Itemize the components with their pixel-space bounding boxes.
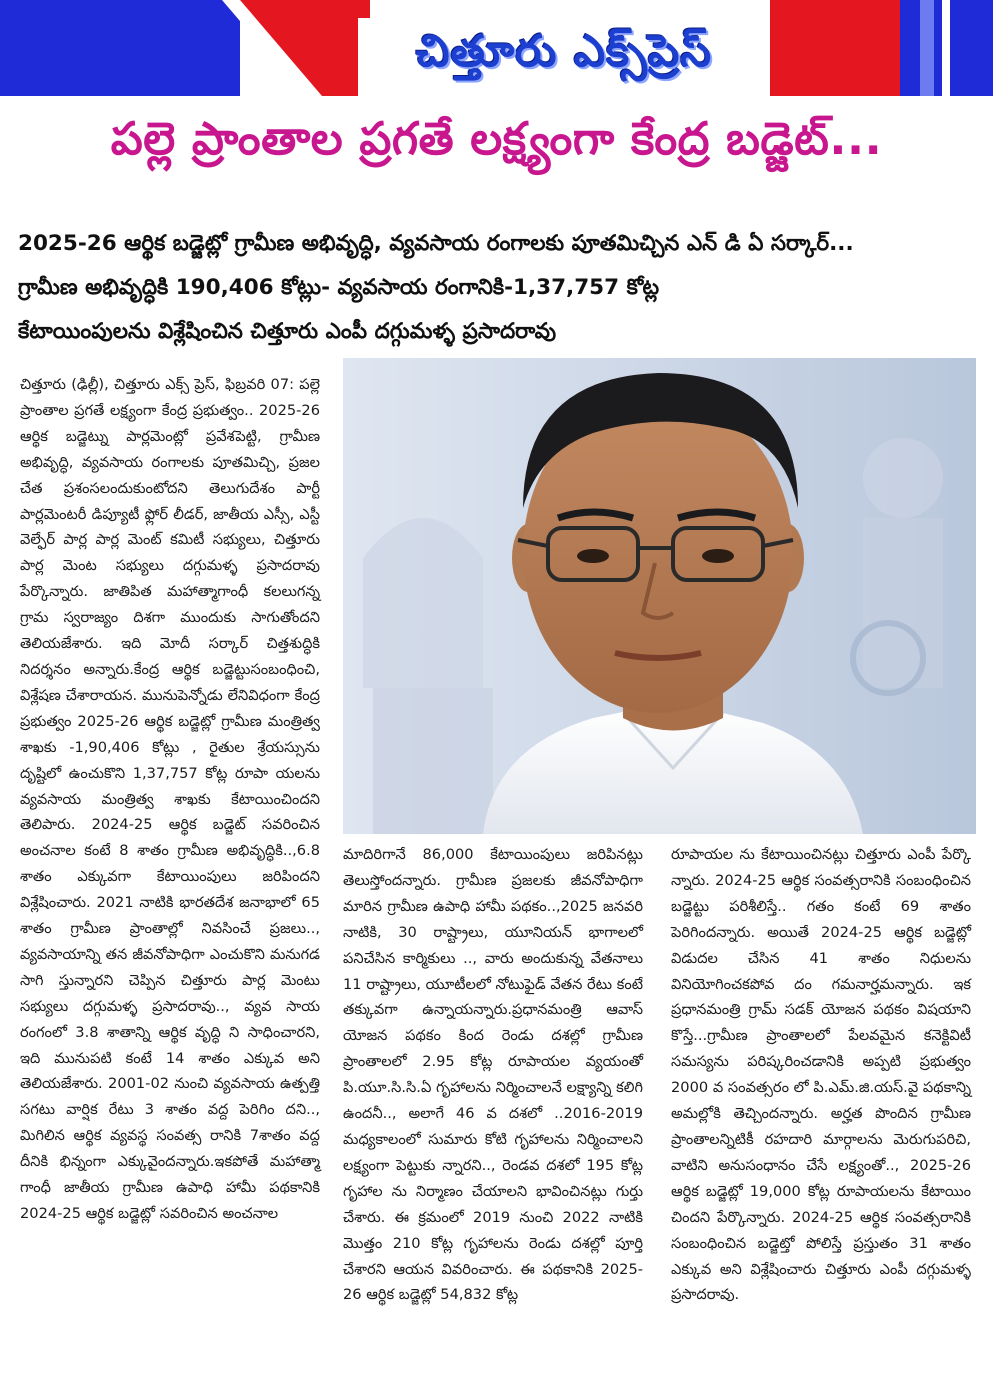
portrait-photo	[343, 358, 976, 834]
article-column-1: చిత్తూరు (ఢిల్లీ), చిత్తూరు ఎక్స్ ప్రెస్, ఫిబ్రవరి 07: పల్లె ప్రాంతాల ప్రగతే లక్ష్యంగా కేంద్ర ప్రభుత్వం.. 2025-26 ఆర్థిక బడ్జెట్ను పార్లమెంట్లో ప్రవేశపెట్టి, గ్రామీణ అభివృద్ధి, వ్యవసాయ రంగాలకు పూతమిచ్చి, ప్రజల చేత ప్రశంసలందుకుంటోదని తెలుగుదేశం పార్టీ పార్లమెంటరీ డిప్యూటీ ఫ్లోర్ లీడర్, జాతీయ ఎస్సీ, ఎస్టీ వెల్ఫేర్ పార్ల పార్ల మెంట్ కమిటీ సభ్యులు, చిత్తూరు పార్ల మెంట సభ్యులు దగ్గుమళ్ళ ప్రసాదరావు పేర్కొన్నారు. జాతిపిత మహాత్మాగాంధీ కలలుగన్న గ్రామ స్వరాజ్యం దిశగా ముందుకు సాగుతోందని తెలియజేశారు. ఇది మోదీ సర్కార్ చిత్తశుద్ధికి నిదర్శనం అన్నారు.కేంద్ర ఆర్థిక బడ్జెట్టుసంబంధించి, విశ్లేషణ చేశారాయన. మునుపెన్నోడు లేనివిధంగా కేంద్ర ప్రభుత్వం 2025-26 ఆర్థిక బడ్జెట్లో గ్రామీణ మంత్రిత్వ శాఖకు -1,90,406 కోట్లు , రైతుల శ్రేయస్సును దృష్టిలో ఉంచుకొని 1,37,757 కోట్ల రూపా యలను వ్యవసాయ మంత్రిత్వ శాఖకు కేటాయించిందని తెలిపారు. 2024-25 ఆర్థిక బడ్జెట్ సవరించిన అంచనాల కంటే 8 శాతం గ్రామీణ అభివృద్ధికి..,6.8 శాతం ఎక్కువగా కేటాయింపులు జరిపిందని విశ్లేషించారు. 2021 నాటికి భారతదేశ జనాభాలో 65 శాతం గ్రామీణ ప్రాంతాల్లో నివసించే ప్రజలు.., వ్యవసాయాన్ని తన జీవనోపాధిగా ఎంచుకొని మనుగడ సాగి స్తున్నారని చెప్పిన చిత్తూరు పార్ల మెంటు సభ్యులు దగ్గుమళ్ళ ప్రసాదరావు.., వ్యవ సాయ రంగంలో 3.8 శాతాన్ని ఆర్థిక వృద్ధి ని సాధించారని, ఇది మునుపటి కంటే 14 శాతం ఎక్కువ అని తెలియజేశారు. 2001-02 నుంచి వ్యవసాయ ఉత్పత్తి సగటు వార్షిక రేటు 3 శాతం వద్ద పెరిగిం దని.., మిగిలిన ఆర్థిక వ్యవస్థ సంవత్స రానికి 7శాతం వద్ద దీనికి భిన్నంగా ఎక్కువైందన్నారు.ఇకపోతే మహాత్మా గాంధీ జాతీయ గ్రామీణ ఉపాధి హామీ పథకానికి 2024-25 ఆర్థిక బడ్జెట్లో సవరించిన అంచనాల	[20, 376, 320, 1222]
headline: పల్లె ప్రాంతాల ప్రగతే లక్ష్యంగా కేంద్ర బడ్జెట్...	[110, 112, 883, 165]
subheadline-1: 2025-26 ఆర్థిక బడ్జెట్లో గ్రామీణ అభివృద్ధి, వ్యవసాయ రంగాలకు పూతమిచ్చిన ఎన్ డి ఏ సర్కార్...	[18, 231, 854, 256]
subheadline-block	[18, 222, 978, 354]
article-column-3: రూపాయల ను కేటాయించినట్లు చిత్తూరు ఎంపీ పేర్కొ న్నారు. 2024-25 ఆర్థిక సంవత్సరానికి సంబంధించిన బడ్జెట్టు పరిశీలిస్తే.. గతం కంటే 69 శాతం పెరిగిందన్నారు. అయితే 2024-25 ఆర్థిక బడ్జెట్లో విడుదల చేసిన 41 శాతం నిధులను వినియోగించకపోవ దం గమనార్హమన్నారు. ఇక ప్రధానమంత్రి గ్రామ్ సడక్ యోజన పథకం విషయాని కొస్తే...గ్రామీణ ప్రాంతాలలో పేలవమైన కనెక్టివిటీ సమస్యను పరిష్కరించడానికి అప్పటి ప్రభుత్వం 2000 వ సంవత్సరం లో పి.ఎమ్.జి.యస్.వై పథకాన్ని అమల్లోకి తెచ్చిందన్నారు. అర్హత పొందిన గ్రామీణ ప్రాంతాలన్నిటికీ రహదారి మార్గాలను మెరుగుపరిచి, వాటిని అనుసంధానం చేసే లక్ష్యంతో.., 2025-26 ఆర్థిక బడ్జెట్లో 19,000 కోట్ల రూపాయలను కేటాయిం చిందని పేర్కొన్నారు. 2024-25 ఆర్థిక సంవత్సరానికి సంబంధించిన బడ్జెట్తో పోలిస్తే ప్రస్తుతం 31 శాతం ఎక్కువ అని విశ్లేషించారు చిత్తూరు ఎంపీ దగ్గుమళ్ళ ప్రసాదరావు.	[671, 846, 971, 1304]
masthead-title: చిత్తూరు ఎక్స్‌ప్రెస్	[358, 18, 770, 96]
subheadline-3: కేటాయింపులను విశ్లేషించిన చిత్తూరు ఎంపీ దగ్గుమళ్ళ ప్రసాదరావు	[18, 319, 557, 344]
article-column-2: మాదిరిగానే 86,000 కేటాయింపులు జరిపినట్లు తెలుస్తోందన్నారు. గ్రామీణ ప్రజలకు జీవనోపాధిగా మారిన గ్రామీణ ఉపాధి హామీ పథకం..,2025 జనవరి నాటికి, 30 రాష్ట్రాలు, యూనియన్ భాగాలలో పనిచేసిన కార్మికులు .., వారు అందుకున్న వేతనాలు 11 రాష్ట్రాలు, యూటీలలో నోటుఫైడ్ వేతన రేటు కంటే తక్కువగా ఉన్నాయన్నారు.ప్రధానమంత్రి ఆవాస్ యోజన పథకం కింద రెండు దశల్లో గ్రామీణ ప్రాంతాలలో 2.95 కోట్ల రూపాయల వ్యయంతో పి.యూ.సి.సి.ఏ గృహాలను నిర్మించాలనే లక్ష్యాన్ని కలిగి ఉందనీ.., అలాగే 46 వ దశలో ..2016-2019 మధ్యకాలంలో సుమారు కోటి గృహాలను నిర్మించాలని లక్ష్యంగా పెట్టుకు న్నారని.., రెండవ దశలో 195 కోట్ల గృహాల ను నిర్మాణం చేయాలని భావించినట్లు గుర్తు చేశారు. ఈ క్రమంలో 2019 నుంచి 2022 నాటికి మొత్తం 210 కోట్ల గృహాలను రెండు దశల్లో పూర్తి చేశారని ఆయన వివరించారు. ఈ పథకానికి 2025-26 ఆర్థిక బడ్జెట్లో 54,832 కోట్ల	[343, 846, 643, 1304]
subheadline-2: గ్రామీణ అభివృద్ధికి 190,406 కోట్లు- వ్యవసాయ రంగానికి-1,37,757 కోట్ల	[18, 275, 660, 300]
